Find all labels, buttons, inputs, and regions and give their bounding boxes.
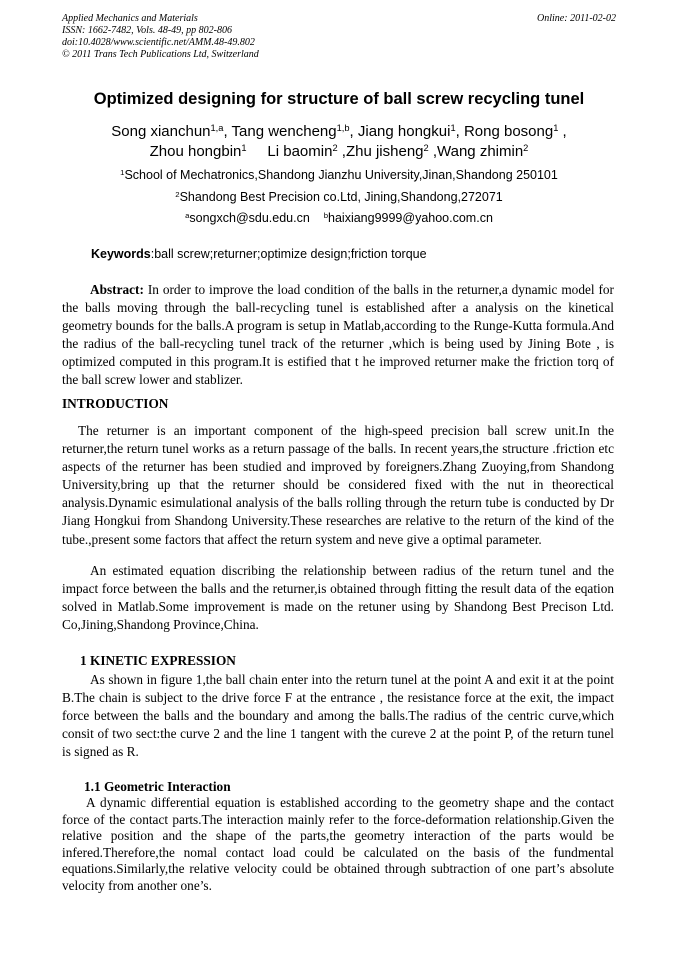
author-name: Li baomin: [267, 143, 333, 160]
doi-line: doi:10.4028/www.scientific.net/AMM.48-49.802: [62, 37, 255, 48]
author-affil-sup: 2: [423, 142, 429, 153]
copyright-line: © 2011 Trans Tech Publications Ltd, Switzerland: [62, 49, 259, 60]
paper-title: Optimized designing for structure of ball screw recycling tunel: [93, 90, 585, 108]
section-heading-kinetic: 1 KINETIC EXPRESSION: [80, 653, 236, 668]
author-affil-sup: 2: [332, 142, 338, 153]
email-address[interactable]: haixiang9999@yahoo.com.cn: [328, 211, 493, 225]
journal-header: [62, 13, 616, 61]
affiliation-2: [62, 190, 616, 204]
author-affil-sup: 1: [450, 122, 456, 133]
email-sup: a: [185, 210, 190, 220]
paragraph: A dynamic differential equation is established according to the geometry shape and the contact force of the contact parts.The interaction mainly refer to the force-deformation relationship.Given the relative position and the shape of the parts,the geometry interaction of the parts would be infered.Therefore,the nomal contact load could be calculated on the basis of the fundmental equations.Similarly,the relative velocity could be obtained through subtraction of one part’s absolute velocity from another one’s.: [62, 795, 614, 893]
author-name: Song xianchun: [111, 123, 211, 140]
affil-sup: 1: [120, 167, 125, 177]
author-affil-sup: 2: [523, 142, 529, 153]
email-sup: b: [323, 210, 329, 220]
author-name: , Rong bosong: [455, 123, 554, 140]
keywords: [91, 247, 427, 261]
keywords-text: :ball screw;returner;optimize design;friction torque: [150, 247, 427, 261]
author-name: ,Zhu jisheng: [337, 143, 424, 160]
affil-sup: 2: [175, 189, 180, 199]
abstract-text: In order to improve the load condition of the balls in the returner,a dynamic model for the balls moving through the ball-recycling tunel is established after a analysis on the kinetical geometry bounds for the balls.A program is setup in Matlab,according to the Runge-Kutta formula.And the radius of the ball-recycling tunel track of the returner ,which is being used by Jining Bote , is optimized computed in this program.It is estified that t he improved returner make the friction torq of the ball screw lower and stablizer.: [62, 282, 614, 388]
affil-text: School of Mechatronics,Shandong Jianzhu University,Jinan,Shandong 250101: [124, 168, 558, 182]
paragraph: An estimated equation discribing the relationship between radius of the return tunel and the impact force between the balls and the returner,is obtained through fitting the result data of the eqation solved in Matlab.Some improvement is made on the retuner using by Shandong Best Precison Ltd. Co,Jining,Shandong Province,China.: [62, 563, 614, 633]
section-heading-introduction: INTRODUCTION: [62, 396, 169, 411]
paragraph: The returner is an important component of the high-speed precision ball screw unit.In the returner,the return tunel works as a return passage of the balls. In recent years,the structure .friction etc aspects of the returner has been studied and improved by foreigners.Zhang Zuoying,from Shandong University,bring up that the returner should be considered fixed with the nut in theorectical analysis.Dynamic esimulational analysis of the balls rolling through the return tube is conducted by Dr Jiang Hongkui from Shandong University.These researches are relative to the return of the kind of the tube.,present some factors that affect the return system and neve give a optimal parameter.: [62, 423, 614, 547]
author-affil-sup: 1: [553, 122, 559, 133]
paragraph: As shown in figure 1,the ball chain enter into the return tunel at the point A and exit it at the point B.The chain is subject to the drive force F at the entrance , the resistance force at the exit, the impact force between the balls and the boundary and among the balls.The radius of the centric curve,which consit of two sect:the curve 2 and the line 1 tangent with the cureve 2 at the point P, of the return tunel is signed as R.: [62, 672, 614, 760]
author-name: Zhou hongbin: [149, 143, 242, 160]
author-name: , Jiang hongkui: [349, 123, 451, 140]
issn-line: ISSN: 1662-7482, Vols. 48-49, pp 802-806: [62, 25, 232, 36]
author-name: ,Wang zhimin: [428, 143, 524, 160]
author-emails: [62, 211, 616, 225]
author-separator: ,: [558, 123, 567, 140]
abstract: [62, 281, 614, 390]
online-date: Online: 2011-02-02: [537, 13, 616, 24]
author-name: , Tang wencheng: [223, 123, 337, 140]
author-affil-sup: 1,a: [210, 122, 224, 133]
author-line-2: [62, 142, 616, 162]
journal-name: Applied Mechanics and Materials: [62, 13, 198, 24]
author-affil-sup: 1,b: [336, 122, 350, 133]
affiliation-1: [62, 168, 616, 182]
affil-text: Shandong Best Precision co.Ltd, Jining,Shandong,272071: [179, 190, 503, 204]
author-affil-sup: 1: [241, 142, 247, 153]
keywords-label: Keywords: [91, 247, 151, 261]
author-line-1: [62, 122, 616, 142]
subsection-heading-geometric: 1.1 Geometric Interaction: [84, 779, 231, 794]
abstract-label: Abstract:: [90, 282, 144, 297]
email-address[interactable]: songxch@sdu.edu.cn: [189, 211, 310, 225]
